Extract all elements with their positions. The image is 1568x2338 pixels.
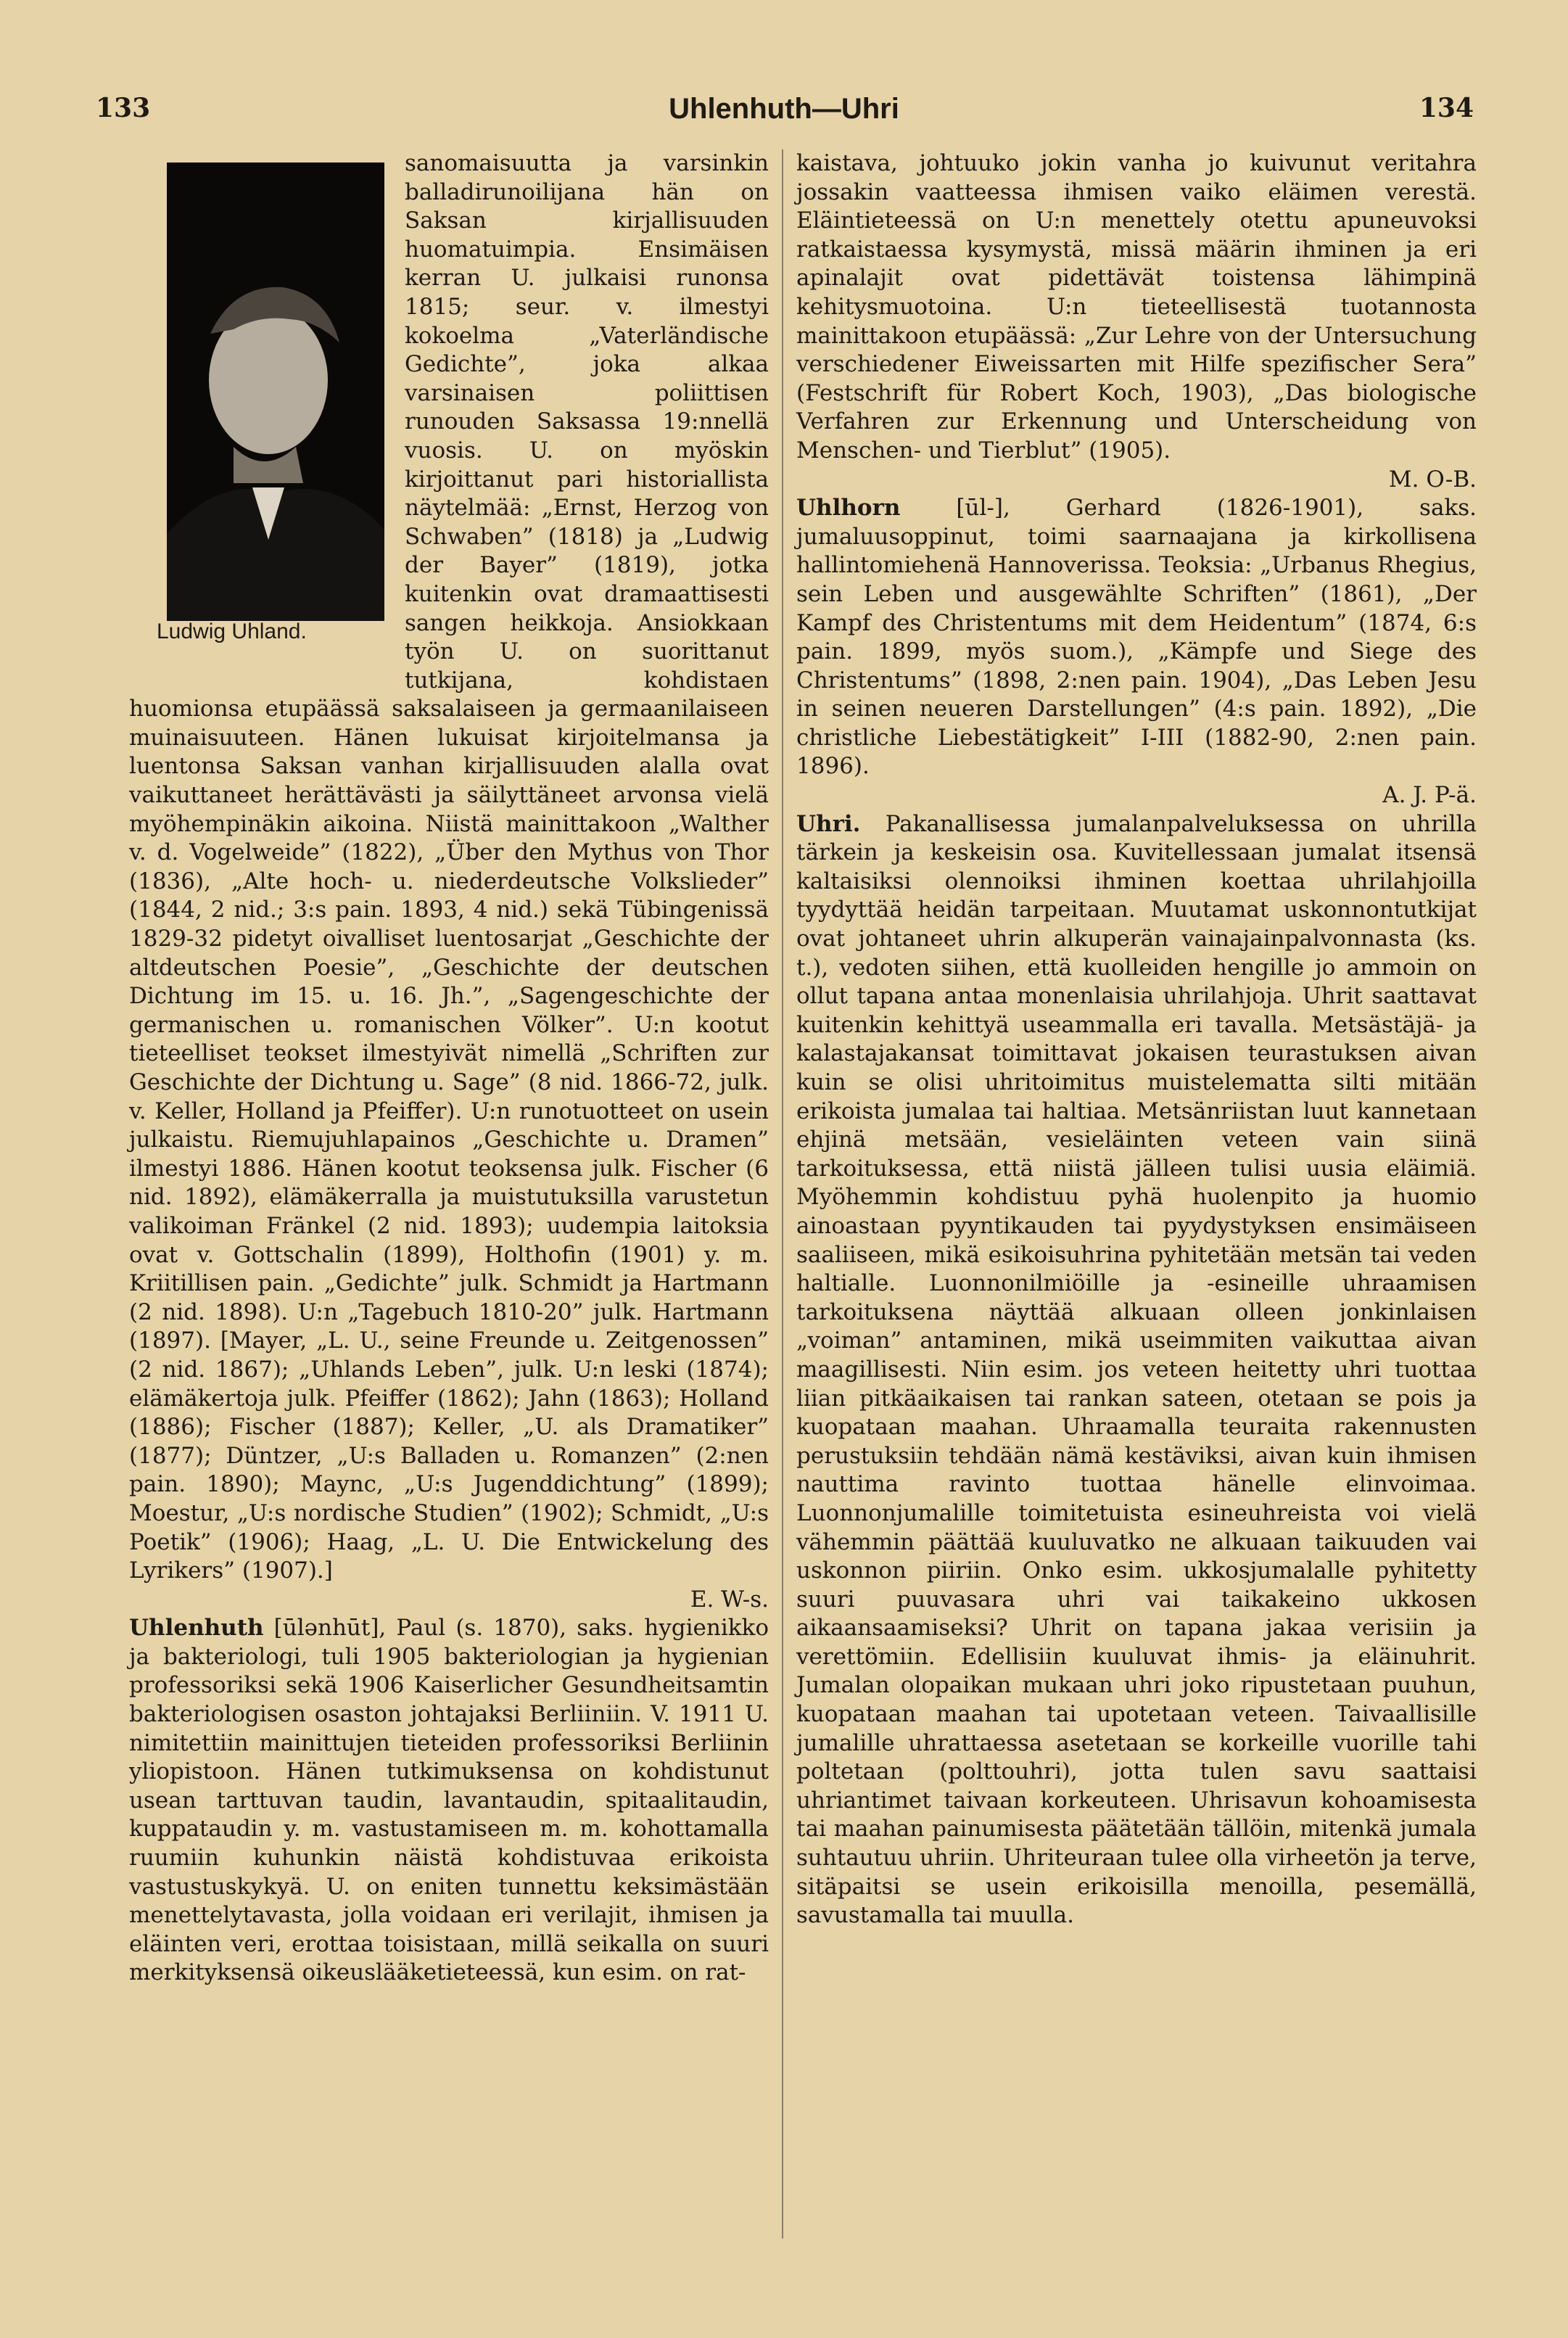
column-divider [782,149,783,2239]
left-page-number: 133 [96,93,151,123]
right-page-number: 134 [1419,93,1474,123]
uhlenhuth-entry [129,1614,769,1988]
uhlhorn-pronunciation: [ūl-], [956,495,1010,522]
left-column [129,149,769,1988]
page-title: Uhlenhuth—Uhri [669,93,899,125]
uhlhorn-signature: A. J. P-ä. [1382,782,1477,809]
uhri-headword: Uhri. [796,810,861,837]
uhlenhuth-headword: Uhlenhuth [129,1615,264,1642]
uhlenhuth-body: Paul (s. 1870), saks. hygienikko ja bakteriologi, tuli 1905 bakteriologian ja hygienian professoriksi sekä 1906 Kaiserlicher Gesundheitsamtin bakteriologisen osaston johtajaksi Berliiniin. V. 1911 U. nimitettiin mainittujen tieteiden professoriksi Berliinin yliopistoon. Hänen tutkimuksensa on kohdistunut usean tarttuvan taudin, lavantaudin, spitaalitaudin, kuppataudin y. m. vastustamiseen m. m. kohottamalla ruumiin kuhunkin näistä kohdistuvaa erikoista vastustuskykyä. U. on eniten tunnettu keksimästään menettelytavasta, jolla voidaan eri verilajit, ihmisen ja eläinten veri, erottaa toisistaan, millä seikalla on suuri merkityksensä oikeuslääketieteessä, kun esim. on rat- [129,1615,769,1986]
portrait-caption: Ludwig Uhland. [157,620,307,643]
portrait-image [167,162,384,621]
uhlenhuth-signature: M. O-B. [1388,466,1477,493]
right-column [796,149,1477,1930]
uhri-entry [796,810,1477,1930]
uhlenhuth-continuation: kaistava, johtuuko jokin vanha jo kuivunut veritahra jossakin vaatteessa ihmisen vaiko eläimen verestä. Eläintieteessä on U:n menettely otettu apuneuvoksi ratkaistaessa kysymystä, missä määrin ihminen ja eri apinalajit ovat pidettävät toistensa lähimpinä kehitysmuotoina. U:n tieteellisestä tuotannosta mainittakoon etupäässä: „Zur Lehre von der Untersuchung verschiedener Eiweissarten mit Hilfe spezifischer Sera” (Festschrift für Robert Koch, 1903), „Das biologische Verfahren zur Erkennung und Unterscheidung von Menschen- und Tierblut” (1905). [796,150,1477,464]
uhland-signature: E. W-s. [690,1586,769,1613]
uhlhorn-headword: Uhlhorn [796,495,901,522]
uhlenhuth-pronunciation: [ūlənhūt], [273,1615,387,1642]
uhland-entry-body: sanomaisuutta ja varsinkin balladirunoilijana hän on Saksan kirjallisuuden huomatuimpia. Ensimäisen kerran U. julkaisi runonsa 1815; seur. v. ilmestyi kokoelma „Vaterländische Gedichte”, joka alkaa varsinaisen poliittisen runouden Saksassa 19:nnellä vuosis. U. on myöskin kirjoittanut pari historiallista näytelmää: „Ernst, Herzog von Schwaben” (1818) ja „Ludwig der Bayer” (1819), jotka kuitenkin ovat dramaattisesti sangen heikkoja. Ansiokkaan työn U. on suorittanut tutkijana, kohdistaen huomionsa etupäässä saksalaiseen ja germaanilaiseen muinaisuuteen. Hänen lukuisat kirjoitelmansa ja luentonsa Saksan vanhan kirjallisuuden alalla ovat vaikuttaneet herättävästi ja säilyttäneet arvonsa vielä myöhempinäkin aikoina. Niistä mainittakoon „Walther v. d. Vogelweide” (1822), „Über den Mythus von Thor (1836), „Alte hoch- u. niederdeutsche Volkslieder” (1844, 2 nid.; 3:s pain. 1893, 4 nid.) sekä Tübingenissä 1829-32 pidetyt oivalliset luentosarjat „Geschichte der altdeutschen Poesie”, „Geschichte der deutschen Dichtung im 15. u. 16. Jh.”, „Sagengeschichte der germanischen u. romanischen Völker”. U:n kootut tieteelliset teokset ilmestyivät nimellä „Schriften zur Geschichte der Dichtung u. Sage” (8 nid. 1866-72, julk. v. Keller, Holland ja Pfeiffer). U:n runotuotteet on usein julkaistu. Riemujuhlapainos „Geschichte u. Dramen” ilmestyi 1886. Hänen kootut teoksensa julk. Fischer (6 nid. 1892), elämäkerralla ja muistutuksilla varustetun valikoiman Fränkel (2 nid. 1893); uudempia laitoksia ovat v. Gottschalin (1899), Holthofin (1901) y. m. Kriitillisen pain. „Gedichte” julk. Schmidt ja Hartmann (2 nid. 1898). U:n „Tagebuch 1810-20” julk. Hartmann (1897). [Mayer, „L. U., seine Freunde u. Zeitgenossen” (2 nid. 1867); „Uhlands Leben”, julk. U:n leski (1874); elämäkertoja julk. Pfeiffer (1862); Jahn (1863); Holland (1886); Fischer (1887); Keller, „U. als Dramatiker” (1877); Düntzer, „U:s Balladen u. Romanzen” (2:nen pain. 1890); Maync, „U:s Jugenddichtung” (1899); Moestur, „U:s nordische Studien” (1902); Schmidt, „U:s Poetik” (1906); Haag, „L. U. Die Entwickelung des Lyrikers” (1907).] [129,150,769,1584]
portrait-figure [129,149,392,672]
uhlhorn-body: Gerhard (1826-1901), saks. jumaluusoppinut, toimi saarnaajana ja kirkollisena hallintomiehenä Hannoverissa. Teoksia: „Urbanus Rhegius, sein Leben und ausgewählte Schriften” (1861), „Der Kampf des Christentums mit dem Heidentum” (1874, 6:s pain. 1899, myös suom.), „Kämpfe und Siege des Christentums” (1898, 2:nen pain. 1904), „Das Leben Jesu in seinen neueren Darstellungen” (4:s pain. 1892), „Die christliche Liebestätigkeit” I-III (1882-90, 2:nen pain. 1896). [796,495,1477,780]
uhlhorn-entry [796,494,1477,781]
uhri-body: Pakanallisessa jumalanpalveluksessa on uhrilla tärkein ja keskeisin osa. Kuvitellessaan jumalat itsensä kaltaisiksi olennoiksi ihminen koettaa uhrilahjoilla tyydyttää heidän tarpeitaan. Muutamat uskonnontutkijat ovat johtaneet uhrin alkuperän vainajainpalvonnasta (ks. t.), vedoten siihen, että kuolleiden hengille jo ammoin on ollut tapana antaa monenlaisia uhrilahjoja. Uhrit saattavat kuitenkin kehittyä useammalla eri tavalla. Metsästäjä- ja kalastajakansat toimittavat jokaisen teurastuksen aivan kuin se olisi uhritoimitus muistelematta silti mitään erikoista jumalaa tai haltiaa. Metsänriistan luut kannetaan ehjinä metsään, vesieläinten veteen vain siinä tarkoituksessa, että niistä jälleen tulisi uusia eläimiä. Myöhemmin kohdistuu pyhä huolenpito ja huomio ainoastaan pyyntikauden tai pyydystyksen ensimäiseen saaliiseen, mikä esikoisuhrina pyhitetään metsän tai veden haltialle. Luonnonilmiöille ja -esineille uhraamisen tarkoituksena näyttää alkuaan olleen jonkinlaisen „voiman” antaminen, mikä useimmiten vaikuttaa aivan maagillisesti. Niin esim. jos veteen heitetty uhri tuottaa liian pitkäaikaisen tai rankan sateen, otetaan se pois ja kuopataan maahan. Uhraamalla teuraita rakennusten perustuksiin tehdään nämä kestäviksi, aivan kuin ihmisen nauttima ravinto tuottaa hänelle elinvoimaa. Luonnonjumalille toimitetuista esineuhreista voi vielä vähemmin päättää kuuluvatko ne alkuaan taikuuden vai uskonnon piiriin. Onko esim. ukkosjumalalle pyhitetty suuri puuvasara uhri vai taikakeino ukkosen aikaansaamiseksi? Uhrit on tapana jakaa verisiin ja verettömiin. Edellisiin kuuluvat ihmis- ja eläinuhrit. Jumalan olopaikan mukaan uhri joko ripustetaan puuhun, kuopataan maahan tai upotetaan veteen. Taivaallisille jumalille uhrattaessa asetetaan se korkeille vuorille tahi poltetaan (polttouhri), jotta tulen savu saattaisi uhriantimet taivaan korkeuteen. Uhrisavun kohoamisesta tai maahan painumisesta päätetään tällöin, mitenkä jumala suhtautuu uhriin. Uhriteuraan tulee olla virheetön ja terve, sitäpaitsi se usein erikoisilla menoilla, pesemällä, savustamalla tai muulla. [796,810,1477,1929]
